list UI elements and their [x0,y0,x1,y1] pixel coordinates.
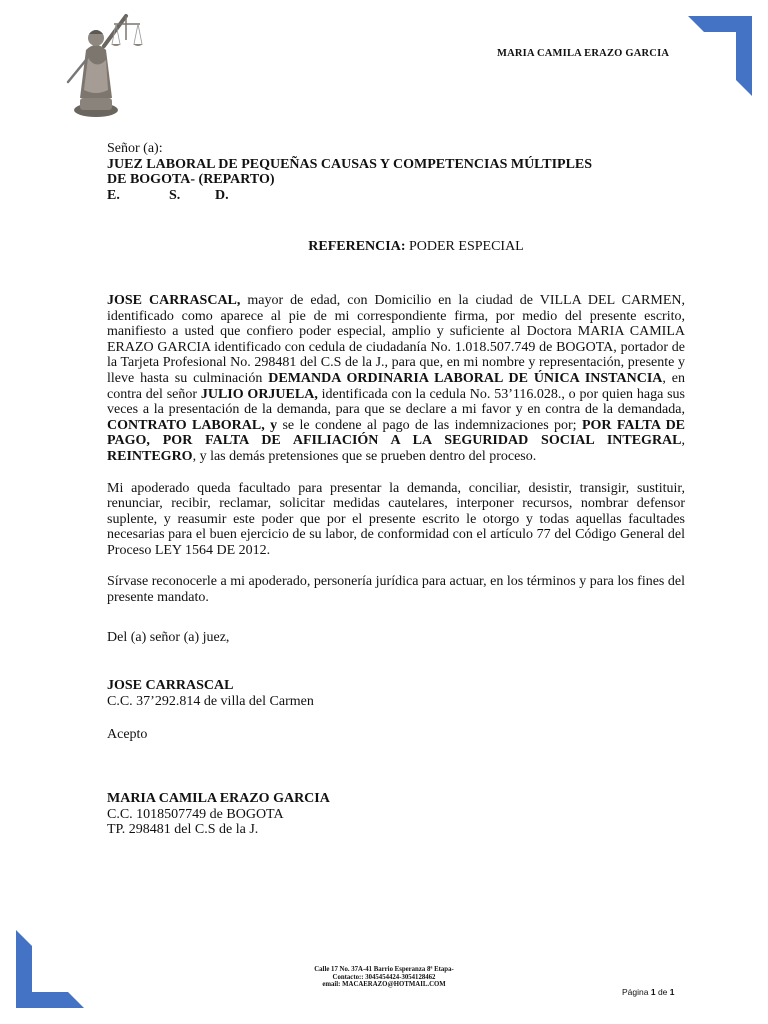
p1-bold-3: CONTRATO LABORAL, y [107,417,278,433]
esd-s: S. [169,187,181,203]
paragraph-2: Mi apoderado queda facultado para presentar la demanda, conciliar, desistir, transigir, sustituir, renunciar, recibir, reclamar, solicitar medidas cautelares, interponer recursos, nombrar defensor suplente, y reasumir este poder que por el presente escrito le otorgo y todas aquellas facultades necesarias para el buen ejercicio de su labor, de conformidad con el artículo 77 del Código General del Proceso LEY 1564 DE 2012. [107,480,685,558]
p1-bold-4: POR FALTA DE PAGO, POR FALTA DE AFILIACIÓN A LA SEGURIDAD SOCIAL INTEGRAL [107,417,686,449]
recipient-line-2: DE BOGOTA- (REPARTO) [107,172,275,188]
footer-address: Calle 17 No. 37A-41 Barrio Esperanza 8ª Etapa- [314,966,454,973]
esd-e: E. [107,187,120,203]
closing: Del (a) señor (a) juez, [107,629,230,645]
letterhead-name: MARIA CAMILA ERAZO GARCIA [497,48,670,59]
salutation: Señor (a): [107,141,163,156]
reference-value: PODER ESPECIAL [409,239,524,255]
p1-text-1: mayor de edad, con Domicilio en la ciudad de VILLA DEL CARMEN, identificado como aparece al pie de mi correspondiente firma, por medio del presente escrito, manifiesto a usted que confiero poder especial, amplio y suficiente al Doctora MARIA CAMILA ERAZO GARCIA identificado con cedula de ciudadanía No. 1.018.507.749 de BOGOTA, portador de la Tarjeta Profesional No. 298481 del C.S de la J., para que, en mi nombre y representación, presente y lleve hasta su culminación [107,292,685,386]
footer-contact: Contacto:: 3045454424-3054128462 [332,973,436,981]
recipient-line-1: JUEZ LABORAL DE PEQUEÑAS CAUSAS Y COMPETENCIAS MÚLTIPLES [107,156,593,172]
corner-decoration [688,16,752,96]
page-label: Página [622,987,649,997]
page-total: 1 [669,987,675,997]
p1-bold-1: DEMANDA ORDINARIA LABORAL DE ÚNICA INSTANCIA [268,370,663,386]
lady-justice-icon [56,10,146,120]
accept-label: Acepto [107,727,148,743]
esd-d: D. [215,187,229,203]
attorney-tp: TP. 298481 del C.S de la J. [107,822,259,838]
p1-text-5: , [681,433,685,449]
paragraph-3: Sírvase reconocerle a mi apoderado, personería jurídica para actuar, en los términos y para los fines del presente mandato. [107,574,685,606]
signer-id: C.C. 37’292.814 de villa del Carmen [107,693,314,709]
attorney-name: MARIA CAMILA ERAZO GARCIA [107,791,330,807]
reference-line [107,239,685,255]
esd-line [107,188,685,204]
document-body [107,141,685,838]
page-of: de [657,987,668,997]
footer-email: email: MACAERAZO@HOTMAIL.COM [322,981,446,989]
paragraph-1 [107,293,685,465]
grantor-name: JOSE CARRASCAL, [107,292,241,308]
page-number [622,987,675,997]
footer [0,966,768,989]
p1-text-6: , y las demás pretensiones que se prueben dentro del proceso. [192,448,537,464]
reference-label: REFERENCIA: [308,239,406,255]
p1-text-2: , en contra del señor [107,370,685,402]
p1-text-3: identificada con la cedula No. 53’116.028., o por quien haga sus veces a la presentación de la demanda, para que se declare a mi favor y en contra de la demandada, [107,386,685,418]
p1-bold-2: JULIO ORJUELA, [200,386,318,402]
signer-name: JOSE CARRASCAL [107,678,234,694]
page-current: 1 [650,987,656,997]
p1-text-4: se le condene al pago de las indemnizaciones por; [277,417,582,433]
attorney-id: C.C. 1018507749 de BOGOTA [107,806,284,822]
p1-bold-5: REINTEGRO [107,448,193,464]
